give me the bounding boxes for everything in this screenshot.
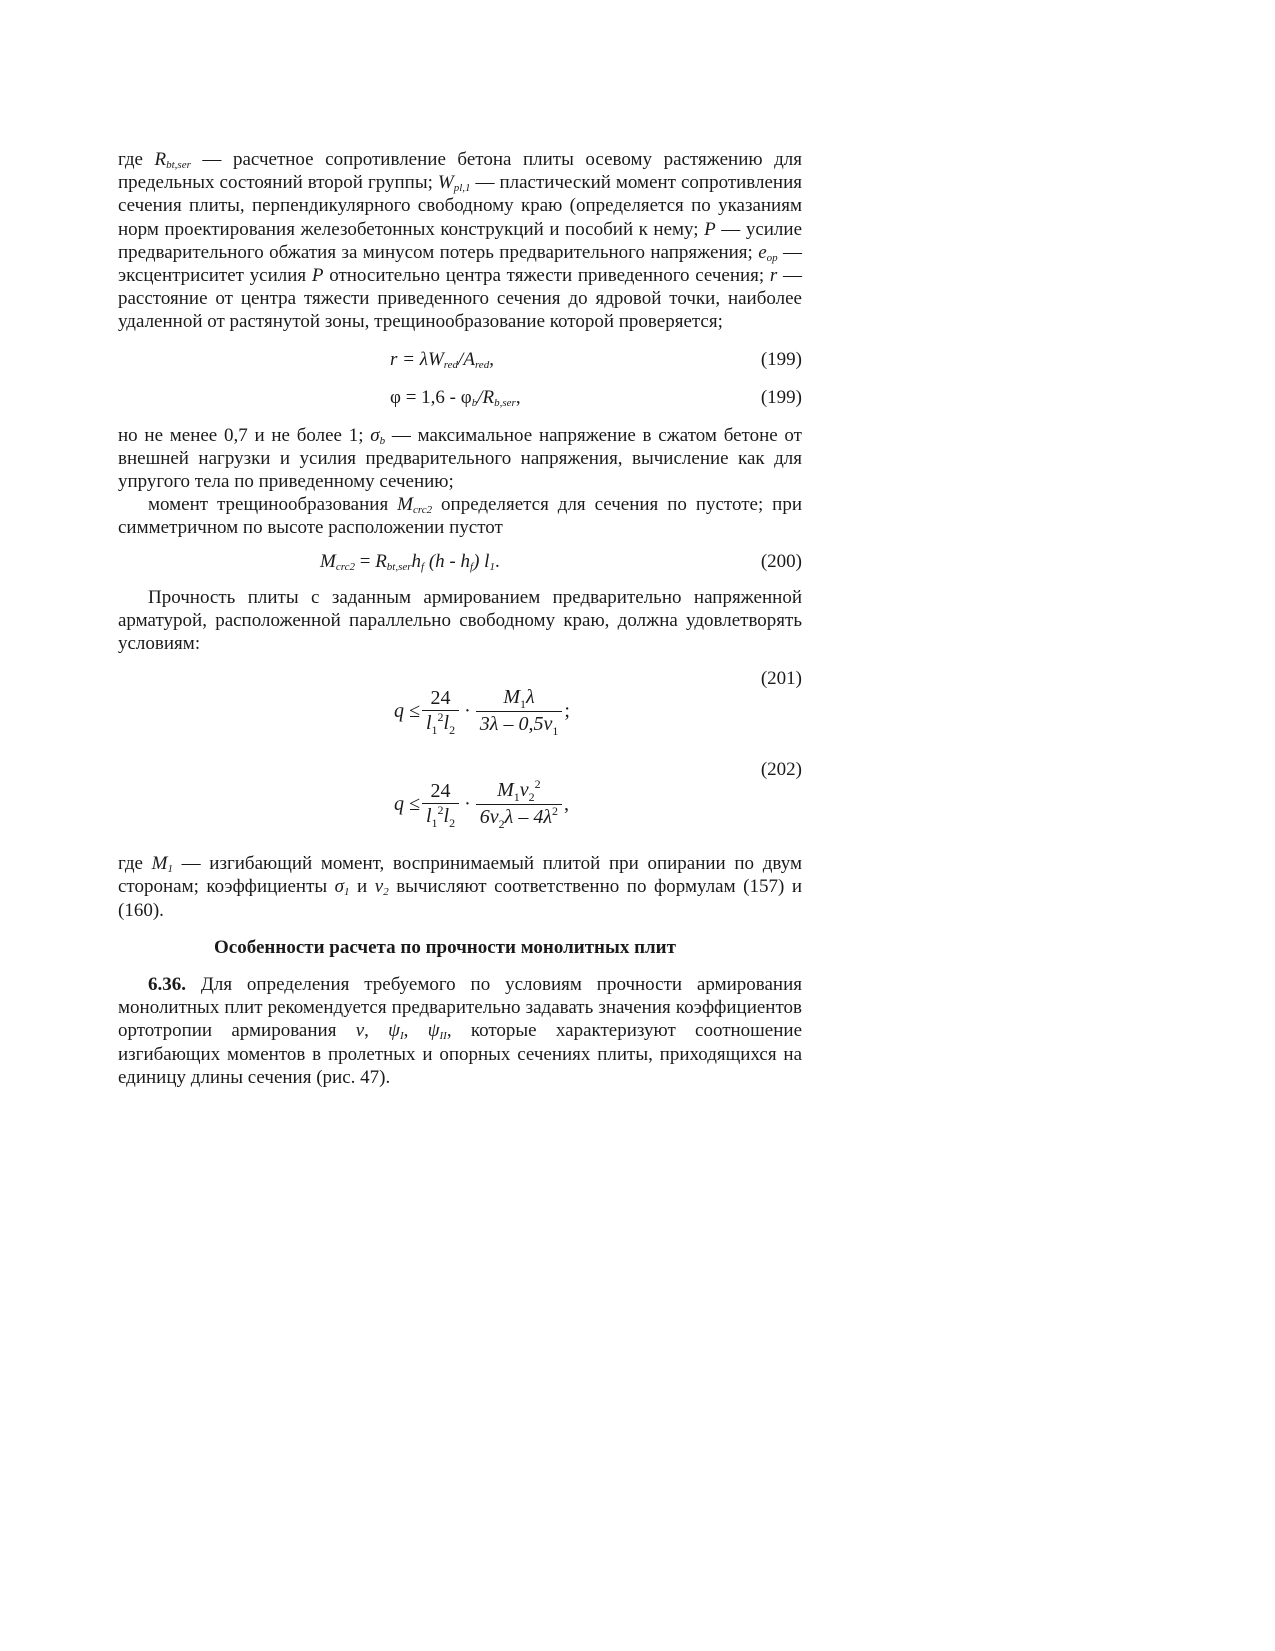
equation-199b: $\varphi = 1,6 - \varphi_b/R_{b,ser}$, (199) [390,386,802,409]
equation-number: (199) [760,348,802,370]
paragraph-strength: Прочность плиты с заданным армированием предварительно напряженной арматурой, расположенной параллельно свободному краю, должна удовлетворять условиям: [118,586,802,655]
document-page [118,148,802,1089]
equation-number: (202) [760,759,802,781]
equation-202: (202) q ≤ $\frac{24}{l_1^2l_2}$ · $\frac{M_1\nu_2^2}{6\nu_2\lambda - 4\lambda^2}$ , [394,759,802,832]
paragraph-moment: момент трещинообразования $M_{crc2}$ определяется для сечения по пустоте; при симметричном по высоте расположении пустот [118,494,803,539]
equation-201: (201) q ≤ $\frac{24}{l_1^2l_2}$ · $\frac{M_1\lambda}{3\lambda - 0,5\nu_1}$ ; [394,668,802,739]
equation-number: (200) [760,550,802,572]
equation-number: (201) [760,668,802,690]
equation-number: (199) [760,386,802,408]
equation-199a: $r = \lambda W_{red}/A_{red}$, (199) [390,348,802,371]
paragraph-definitions: где $R_{bt,ser}$ — расчетное сопротивление бетона плиты осевому растяжению для предельных состояний второй группы; $W_{pl,1}$ — пластический момент сопротивления сечения плиты, перпендикулярного свободному краю (определяется по указаниям норм проектирования железобетонных конструкций и пособий к нему; P — усилие предварительного обжатия за минусом потерь предварительного напряжения; $e_{op}$ — эксцентриситет усилия P относительно центра тяжести приведенного сечения; r — расстояние от центра тяжести приведенного сечения до ядровой точки, наиболее удаленной от растянутой зоны, трещинообразование которой проверяется; [118,149,803,333]
section-heading: Особенности расчета по прочности монолитных плит [214,936,676,958]
paragraph-sigma: но не менее 0,7 и не более 1; $\sigma_b$ — максимальное напряжение в сжатом бетоне от внешней нагрузки и усилия предварительного напряжения, вычисление как для упругого тела по приведенному сечению; [118,424,802,493]
paragraph-m1: где $M_1$ — изгибающий момент, воспринимаемый плитой при опирании по двум сторонам; коэффициенты $\sigma_1$ и $\nu_2$ вычисляют соответственно по формулам (157) и (160). [118,853,802,921]
equation-200: $M_{crc2} = R_{bt,ser}h_f$ $(h - h_f)$ $l_1$. (200) [320,550,802,573]
paragraph-6-36: 6.36. Для определения требуемого по условиям прочности армирования монолитных плит рекомендуется предварительно задавать значения коэффициентов ортотропии армирования ν, $\psi_I$, $\psi_{II}$, которые характеризуют соотношение изгибающих моментов в пролетных и опорных сечениях плиты, приходящихся на единицу длины сечения (рис. 47). [118,974,803,1088]
